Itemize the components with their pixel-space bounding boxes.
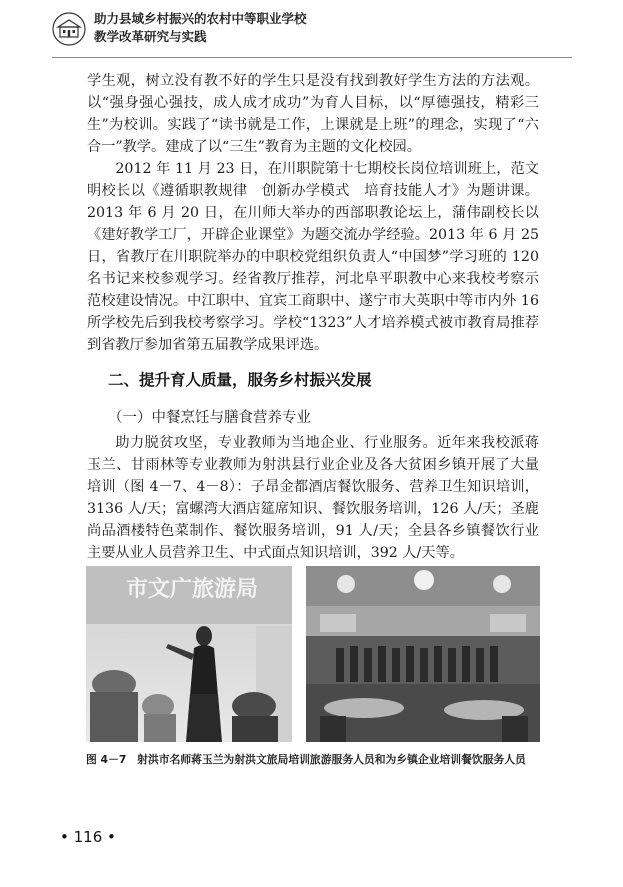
school-building-icon (52, 12, 86, 46)
header-divider (52, 57, 572, 58)
paragraph-2: 2012 年 11 月 23 日，在川职院第十七期校长岗位培训班上，范文明校长以《遵循职教规律 创新办学模式 培育技能人才》为题讲课。2013 年 6 月 20 日，在川师大举办的西部职教论坛上，蒲伟副校长以《建好教学工厂，开辟企业课堂》为题交流办学经验。2013 年 6 月 25 日，省教厅在川职院举办的中职校党组织负责人“中国梦”学习班的 120 名书记来校参观学习。经省教厅推荐，河北阜平职教中心来我校考察示范校建设情况。中江职中、宜宾工商职中、遂宁市大英职中等市内外 16 所学校先后到我校考察学习。学校“1323”人才培养模式被市教育局推荐到省教厅参加省第五届教学成果评选。 (87, 161, 539, 353)
sub-heading: （一）中餐烹饪与膳食营养专业 (108, 410, 311, 426)
running-header (52, 10, 572, 56)
photo-trainer-illustration (86, 566, 292, 742)
banner-text: 市文广旅游局 (126, 577, 259, 602)
figure-caption: 图 4－7 射洪市名师蒋玉兰为射洪文旅局培训旅游服务人员和为乡镇企业培训餐饮服务人员 (86, 753, 526, 766)
photo-group-illustration (306, 566, 540, 742)
paragraph-block-2 (87, 158, 539, 356)
page-number: • 116 • (60, 828, 116, 846)
section-heading: 二、提升育人质量，服务乡村振兴发展 (108, 371, 372, 389)
paragraph-1: 学生观，树立没有教不好的学生只是没有找到教好学生方法的方法观。以“强身强心强技，成人成才成功”为育人目标，以“厚德强技，精彩三生”为校训。实践了“读书就是工作，上课就是上班”的理念，实现了“六合一”教学。建成了以“三生”教育为主题的文化校园。 (87, 73, 539, 155)
paragraph-block-3 (87, 432, 539, 564)
photo-group-training (306, 566, 540, 742)
photo-trainer-lecture (86, 566, 292, 742)
paragraph-3: 助力脱贫攻坚，专业教师为当地企业、行业服务。近年来我校派蒋玉兰、甘雨林等专业教师为射洪县行业企业及各大贫困乡镇开展了大量培训（图 4－7、4－8）：子昂金都酒店餐饮服务、营养卫生知识培训，3136 人/天；富螺湾大酒店筵席知识、餐饮服务培训，126 人/天；圣鹿尚品酒楼特色菜制作、餐饮服务培训，91 人/天；全县各乡镇餐饮行业主要从业人员营养卫生、中式面点知识培训，392 人/天等。 (87, 435, 539, 561)
header-title-line2: 教学改革研究与实践 (94, 29, 207, 44)
header-title-line1: 助力县域乡村振兴的农村中等职业学校 (94, 11, 307, 26)
paragraph-block-1 (87, 70, 539, 158)
